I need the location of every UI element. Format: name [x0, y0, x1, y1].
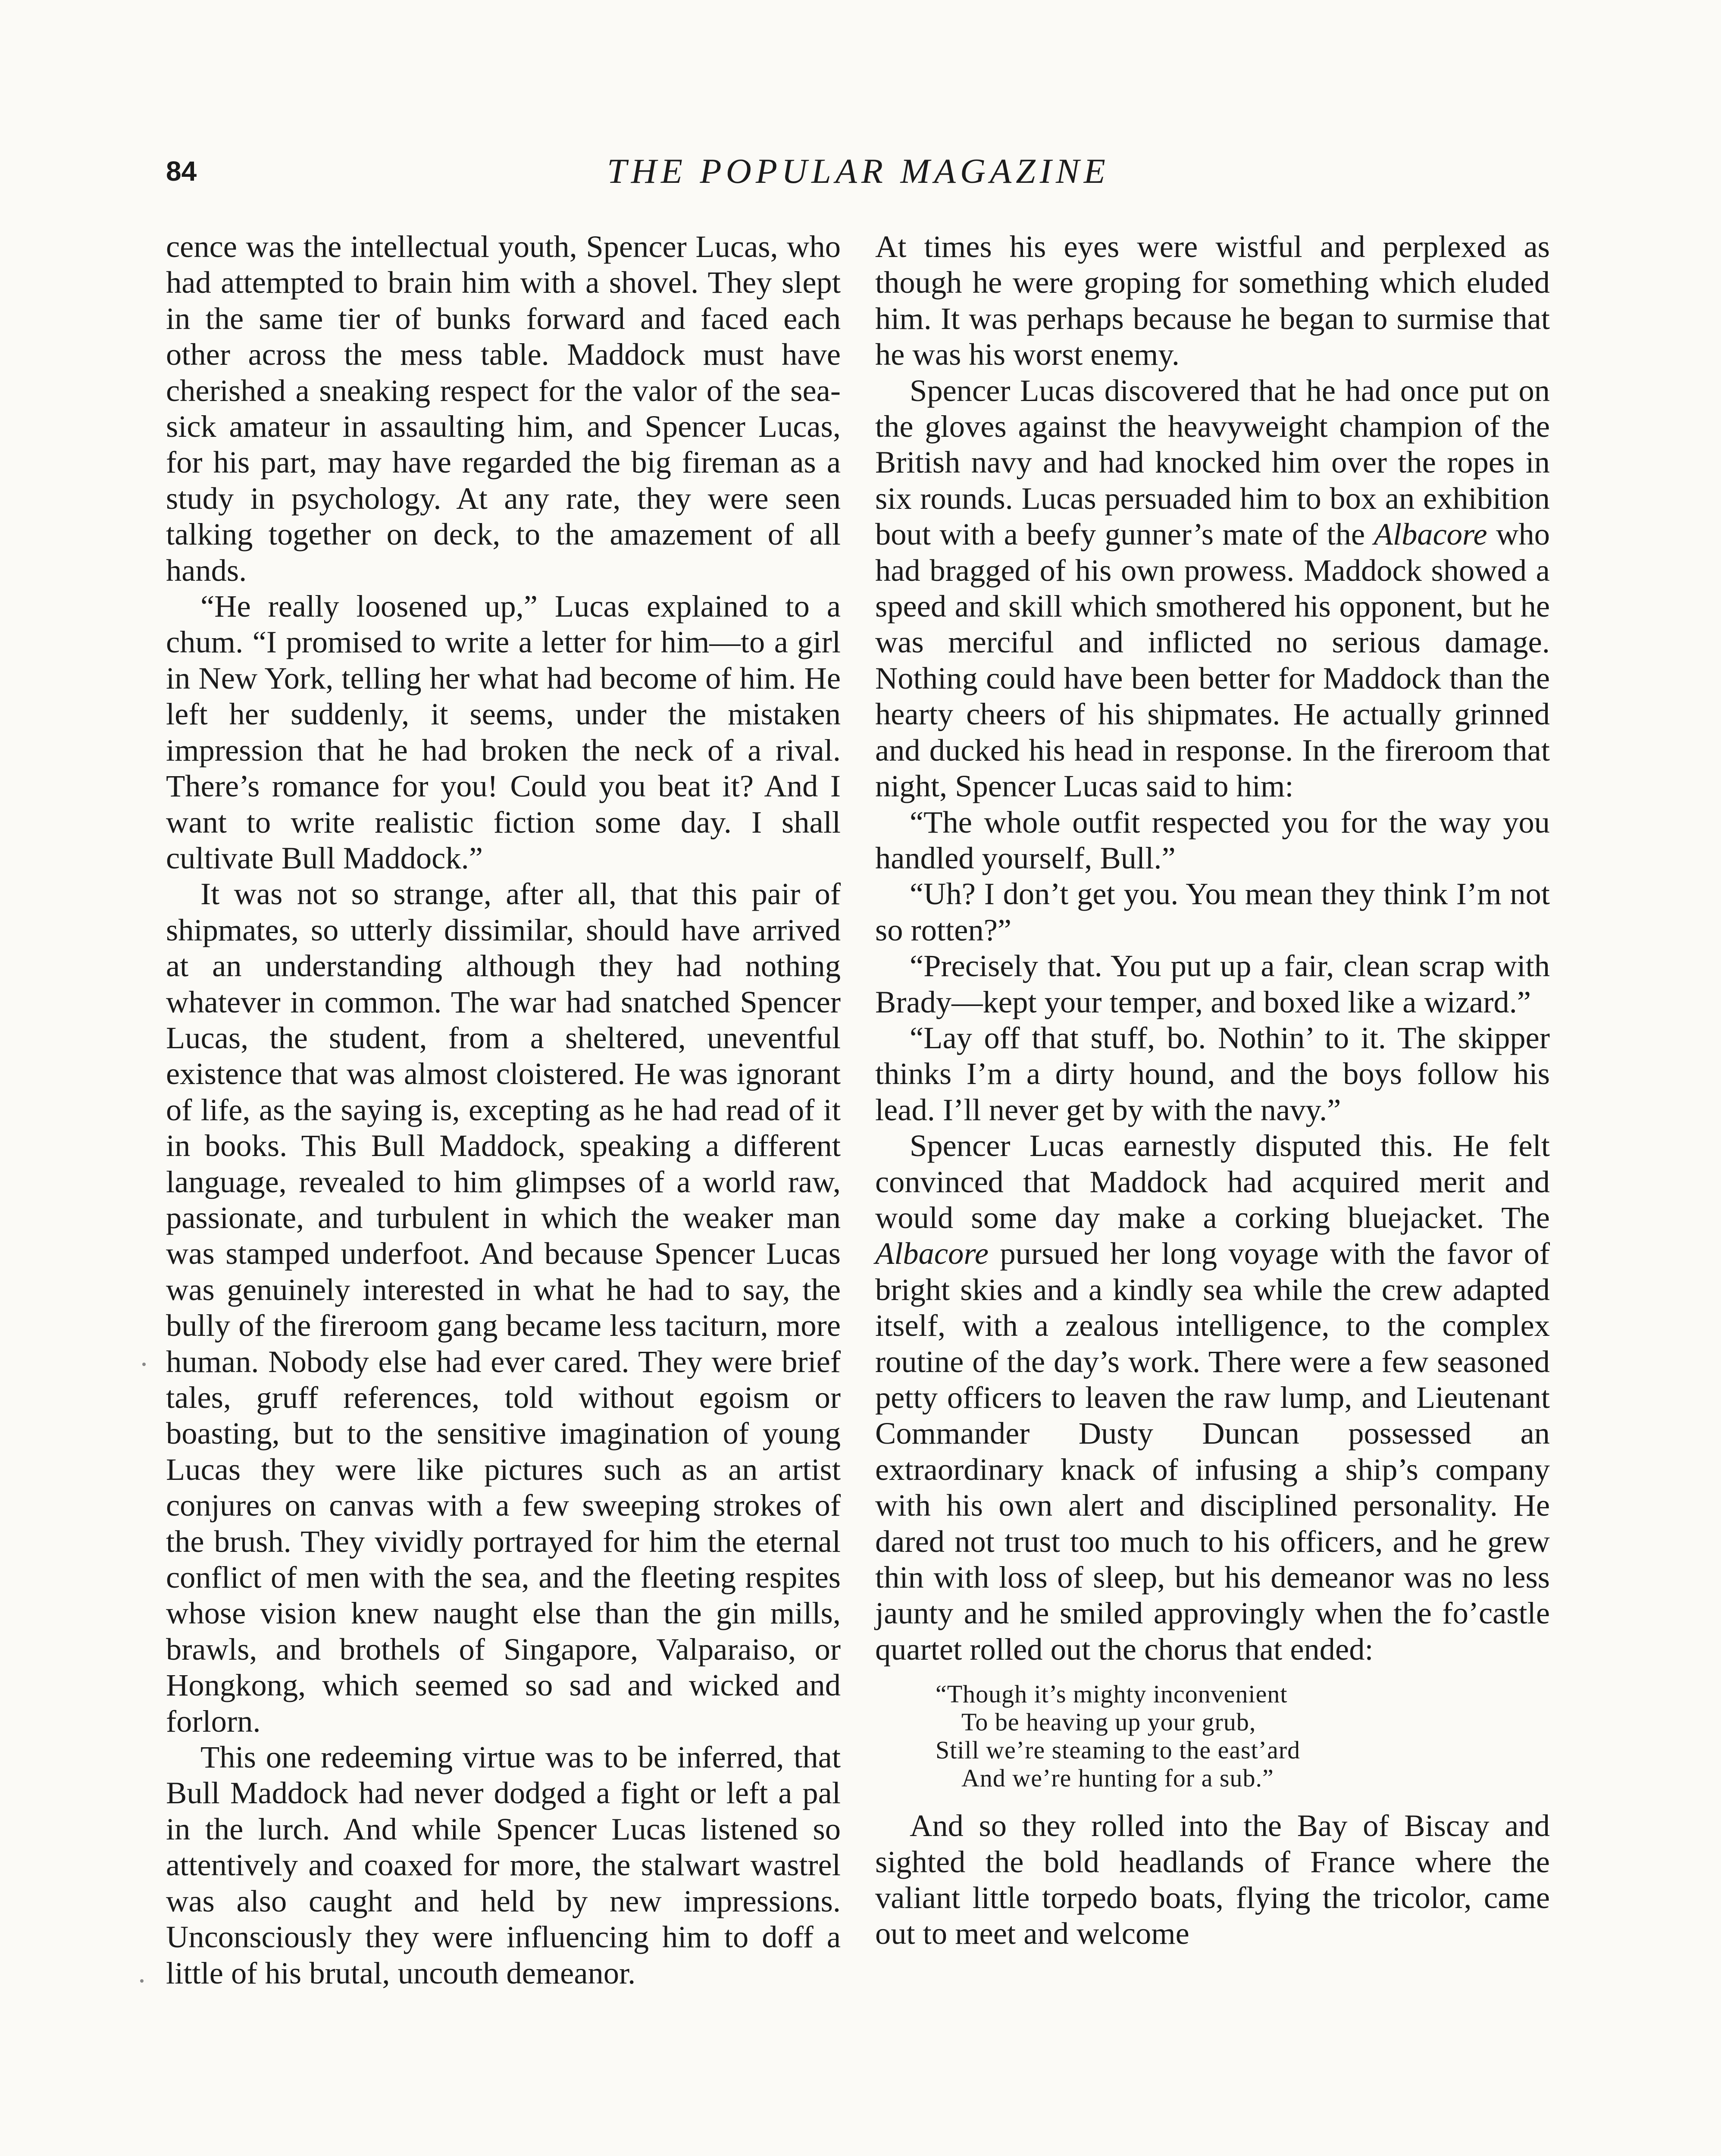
- print-speck: [142, 1363, 146, 1366]
- paragraph: And so they rolled into the Bay of Biscay and sighted the bold headlands of France where the valiant little torpedo boats, flying the tricolor, came out to meet and welcome: [875, 1808, 1550, 1951]
- paragraph: cence was the intellectual youth, Spencer Lucas, who had attempted to brain him with a shovel. They slept in the same tier of bunks forward and faced each other across the mess table. Maddock must have cherished a sneaking respect for the valor of the sea-sick amateur in assaulting him, and Spencer Lucas, for his part, may have regarded the big fireman as a study in psychology. At any rate, they were seen talking together on deck, to the amazement of all hands.: [166, 229, 841, 588]
- magazine-title: THE POPULAR MAGAZINE: [607, 151, 1110, 191]
- page-header: [166, 151, 1551, 203]
- paragraph: “Lay off that stuff, bo. Nothin’ to it. The skipper thinks I’m a dirty hound, and the boys follow his lead. I’ll never get by with the navy.”: [875, 1020, 1550, 1127]
- page-number: 84: [166, 156, 197, 187]
- text-run: who had bragged of his own prowess. Maddock showed a speed and skill which smothered his opponent, but he was merciful and inflicted no serious damage. Nothing could have been better for Maddock than the hearty cheers of his shipmates. He actually grinned and ducked his head in response. In the fireroom that night, Spencer Lucas said to him:: [875, 517, 1550, 804]
- verse-line: “Though it’s mighty inconvenient: [936, 1680, 1288, 1708]
- paragraph: [875, 1128, 1550, 1667]
- paragraph: This one redeeming virtue was to be inferred, that Bull Maddock had never dodged a fight or left a pal in the lurch. And while Spencer Lucas listened so attentively and coaxed for more, the stalwart wastrel was also caught and held by new impressions. Unconsciously they were influencing him to doff a little of his brutal, uncouth demeanor.: [166, 1739, 841, 1990]
- ship-name: Albacore: [1374, 517, 1487, 552]
- verse-line: And we’re hunting for a sub.”: [961, 1764, 1274, 1792]
- left-column: [166, 229, 841, 1991]
- paragraph: It was not so strange, after all, that this pair of shipmates, so utterly dissimilar, should have arrived at an understanding although they had nothing whatever in common. The war had snatched Spencer Lucas, the student, from a sheltered, uneventful existence that was almost cloistered. He was ignorant of life, as the saying is, excepting as he had read of it in books. This Bull Maddock, speaking a different language, revealed to him glimpses of a world raw, passionate, and turbulent in which the weaker man was stamped underfoot. And because Spencer Lucas was genuinely interested in what he had to say, the bully of the fireroom gang became less taciturn, more human. Nobody else had ever cared. They were brief tales, gruff references, told without egoism or boasting, but to the sensitive imagination of young Lucas they were like pictures such as an artist conjures on canvas with a few sweeping strokes of the brush. They vividly portrayed for him the eternal conflict of men with the sea, and the fleeting respites whose vision knew naught else than the gin mills, brawls, and brothels of Singapore, Valparaiso, or Hongkong, which seemed so sad and wicked and forlorn.: [166, 876, 841, 1739]
- paragraph: “He really loosened up,” Lucas explained to a chum. “I promised to write a letter for him—to a girl in New York, telling her what had become of him. He left her suddenly, it seems, under the mistaken impression that he had broken the neck of a rival. There’s romance for you! Could you beat it? And I want to write realistic fiction some day. I shall cultivate Bull Maddock.”: [166, 589, 841, 875]
- ship-name: Albacore: [875, 1236, 989, 1271]
- paragraph: “Precisely that. You put up a fair, clean scrap with Brady—kept your temper, and boxed like a wizard.”: [875, 948, 1550, 1019]
- paragraph: At times his eyes were wistful and perplexed as though he were groping for something which eluded him. It was perhaps because he began to surmise that he was his worst enemy.: [875, 229, 1550, 372]
- paragraph: “Uh? I don’t get you. You mean they think I’m not so rotten?”: [875, 876, 1550, 947]
- verse-line: Still we’re steaming to the east’ard: [936, 1736, 1301, 1764]
- text-run: Spencer Lucas discovered that he had once put on the gloves against the heavyweight champion of the British navy and had knocked him over the ropes in six rounds. Lucas persuaded him to box an exhibition bout with a beefy gunner’s mate of the: [875, 373, 1550, 552]
- print-speck: [140, 1979, 144, 1983]
- text-run: pursued her long voyage with the favor of bright skies and a kindly sea while the crew adapted itself, with a zealous intelligence, to the complex routine of the day’s work. There were a few seasoned petty officers to leaven the raw lump, and Lieutenant Commander Dusty Duncan possessed an extraordinary knack of infusing a ship’s company with his own alert and disciplined personality. He dared not trust too much to his officers, and he grew thin with loss of sleep, but his demeanor was no less jaunty and he smiled approvingly when the fo’castle quartet rolled out the chorus that ended:: [875, 1236, 1550, 1667]
- right-column: [875, 229, 1550, 1952]
- verse-line: To be heaving up your grub,: [961, 1708, 1256, 1736]
- text-run: Spencer Lucas earnestly disputed this. He felt convinced that Maddock had acquired merit and would some day make a corking bluejacket. The: [875, 1128, 1550, 1235]
- song-verse: [936, 1680, 1550, 1792]
- paragraph: [875, 373, 1550, 804]
- paragraph: “The whole outfit respected you for the way you handled yourself, Bull.”: [875, 804, 1550, 875]
